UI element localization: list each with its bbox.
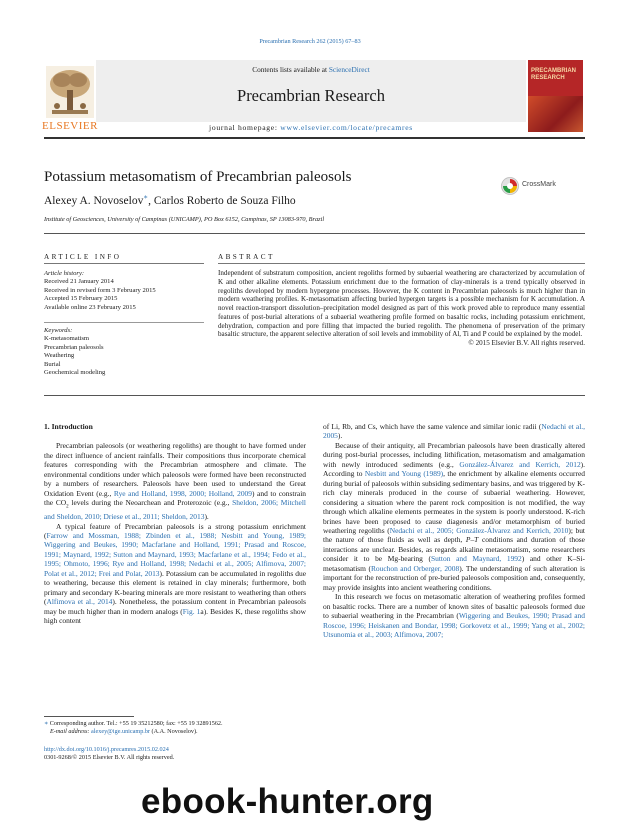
header-rule bbox=[44, 137, 585, 139]
history-item: Available online 23 February 2015 bbox=[44, 303, 136, 311]
article-history bbox=[44, 270, 204, 312]
text-run: A typical feature of Precambrian paleosols is a strong potassium enrichment ( bbox=[44, 521, 306, 541]
text-run: ). The understanding of such alteration is important for the reconstruction of pre-buried paleosols composition and, consequently, may provide insights into ancient weathering conditions. bbox=[323, 563, 585, 592]
author-name[interactable]: , Carlos Roberto de Souza Filho bbox=[148, 194, 296, 207]
crossmark-label[interactable]: CrossMark bbox=[522, 181, 556, 188]
text-run: Because of their antiquity, all Precambrian paleosols have been drastically altered during post-burial processes, including lithification, metasomatism and amalgamation with newly introduced sediments (e.g., bbox=[323, 440, 585, 469]
citation-link[interactable]: Sutton and Maynard, 1992 bbox=[431, 554, 522, 564]
text-run: Precambrian paleosols (or weathering regoliths) are thought to have formed under the direct influence of ancient rainfalls. Their compositions thus incorporate chemical features corresponding with the Precambrian atmosphere and climate. The environmental conditions under which paleosols were formed have been reconstructed by a numbers of researchers. Paleosols have been used to understand the Great Oxidation Event (e.g., bbox=[44, 441, 306, 498]
journal-reference-link[interactable]: Precambrian Research 262 (2015) 67–83 bbox=[259, 38, 361, 45]
elsevier-wordmark: ELSEVIER bbox=[42, 120, 98, 132]
text-run: ). According to bbox=[323, 459, 586, 479]
body-column-left bbox=[44, 422, 306, 626]
issn-line: 0301-9268/© 2015 Elsevier B.V. All rights reserved. bbox=[44, 753, 175, 761]
corresponding-author-mark[interactable]: ∗ bbox=[143, 193, 149, 201]
email-label: E-mail address: bbox=[50, 727, 92, 735]
watermark: ebook-hunter.org bbox=[141, 782, 434, 821]
text-run: conditions and duration of those interactions are unclear. Besides, as regards alkaline metasomatism, some researchers consider it to be Mg-bearing ( bbox=[323, 535, 585, 564]
article-info-heading: ARTICLE INFO bbox=[44, 253, 122, 261]
text-run: , the enrichment by alkaline elements occurred during burial of paleosols within subsiding sedimentary basins, and was triggered by K-rich clay minerals produced in the course of subaerial weathering. However, considering a situation where the parent rock composition is not modified, the way through which alkaline elements permeates in the system is poorly understood. K-rich brines have been proposed to cause diagenesis and/or metamorphism of buried weathering regoliths ( bbox=[323, 469, 586, 535]
footnote-mark[interactable]: ∗ bbox=[44, 720, 49, 727]
email-suffix: (A.A. Novoselov). bbox=[150, 727, 198, 735]
abstract-rule bbox=[218, 263, 585, 264]
footnote-text: Corresponding author. Tel.: +55 19 35212580; fax: +55 19 32891562. bbox=[48, 720, 223, 727]
citation-link[interactable]: Nedachi et al., 2005; González-Álvarez and Kerrich, 2010 bbox=[389, 525, 569, 535]
paragraph bbox=[44, 522, 306, 626]
article-title: Potassium metasomatism of Precambrian paleosols bbox=[44, 169, 352, 185]
paragraph bbox=[323, 422, 585, 441]
journal-title: Precambrian Research bbox=[237, 86, 385, 105]
citation-link[interactable]: Wiggering and Beukes, 1990; Prasad and Roscoe, 1996; Heiskanen and Bondar, 1998; Gorkovetz et al., 1999; Yang et al., 2002; Utsunomia et al., 2003; Alfimova, 2007; bbox=[323, 611, 585, 639]
citation-link[interactable]: Sheldon, 2006; Mitchell and Sheldon, 2010; Driese et al., 2011; Sheldon, 2013 bbox=[44, 498, 306, 522]
text-run: ) and to constrain the CO bbox=[44, 488, 306, 508]
keywords-list bbox=[44, 327, 204, 377]
history-item: Received in revised form 3 February 2015 bbox=[44, 286, 156, 294]
citation-link[interactable]: Alfimova et al., 2014 bbox=[46, 597, 113, 607]
cover-title: PRECAMBRIAN RESEARCH bbox=[531, 68, 576, 81]
affiliation: Institute of Geosciences, University of Campinas (UNICAMP), PO Box 6152, Campinas, SP 13083-970, Brazil bbox=[44, 216, 325, 223]
journal-homepage-link[interactable]: www.elsevier.com/locate/precamres bbox=[280, 123, 413, 132]
author-list bbox=[44, 193, 296, 207]
sciencedirect-link[interactable]: ScienceDirect bbox=[328, 65, 370, 74]
doi-block bbox=[44, 746, 174, 762]
keyword: Weathering bbox=[44, 352, 75, 360]
doi-link[interactable]: http://dx.doi.org/10.1016/j.precamres.2015.02.024 bbox=[44, 746, 169, 753]
footnote-rule bbox=[44, 716, 134, 717]
keyword: Burial bbox=[44, 360, 61, 368]
contents-line bbox=[96, 65, 526, 74]
text-run: ). bbox=[204, 512, 209, 522]
body-column-right bbox=[323, 422, 585, 639]
section-heading-introduction: 1. Introduction bbox=[44, 422, 93, 431]
keyword: Geochemical modeling bbox=[44, 369, 106, 377]
text-run: ); but the nature of those fluids as well as depth, bbox=[323, 525, 585, 545]
text-run: ) and other K–Si-metasomatism ( bbox=[323, 554, 585, 573]
elsevier-tree-icon bbox=[44, 64, 96, 120]
article-info-rule bbox=[44, 263, 204, 264]
text-run: ). bbox=[337, 431, 343, 441]
citation-link[interactable]: Rouchon and Orberger, 2008 bbox=[370, 563, 460, 573]
journal-cover-thumbnail bbox=[528, 60, 583, 132]
section-rule bbox=[44, 233, 585, 234]
italic-term: P–T bbox=[465, 535, 479, 545]
email-line bbox=[44, 728, 306, 736]
corresponding-author-note bbox=[44, 720, 306, 728]
history-item: Received 21 January 2014 bbox=[44, 278, 114, 286]
cover-artwork bbox=[528, 96, 583, 132]
text-run: ). Nonetheless, the potassium content in Precambrian paleosols may be much higher than in modern analogs ( bbox=[44, 597, 306, 616]
figure-link[interactable]: Fig. 1 bbox=[182, 606, 201, 616]
abstract-copyright: © 2015 Elsevier B.V. All rights reserved. bbox=[468, 339, 585, 347]
keyword: K-metasomatism bbox=[44, 335, 90, 343]
text-run: ). Potassium can be accumulated in regoliths due to weathering, because this element is retained in clay minerals; furthermore, both primary and secondary K-bearing minerals are more resistant to weathering than others ( bbox=[44, 568, 306, 607]
text-run: levels during the Neoarchean and Proterozoic (e.g., bbox=[68, 498, 233, 508]
keyword: Precambrian paleosols bbox=[44, 343, 104, 351]
paragraph bbox=[323, 441, 585, 592]
citation-link[interactable]: Rye and Holland, 1998, 2000; Holland, 2009 bbox=[113, 488, 252, 498]
journal-homepage-line bbox=[96, 123, 526, 132]
footnote bbox=[44, 720, 306, 736]
paragraph bbox=[323, 592, 585, 639]
email-link[interactable]: alexey@ige.unicamp.br bbox=[91, 727, 150, 735]
text-run: of Li, Rb, and Cs, which have the same valence and similar ionic radii ( bbox=[323, 422, 542, 431]
abstract-heading: ABSTRACT bbox=[218, 253, 275, 261]
abstract-text: Independent of substratum composition, ancient regoliths formed by subaerial weathering are characterized by accumulation of K and other alkaline elements. Potassium enrichment due to the formation of clay-minerals is a trend typically observed in regoliths developed by modern hypergene processes. However, the K content in Precambrian paleosols is much higher than in modern weathering profiles. K-metasomatism affecting buried hypergen targets is a possible mechanism for K accumulation. A novel reaction-transport dissolution–precipitation model designed as part of this work proved able to reproduce many essential features of post-burial alterations of a subaerial weathering profile formed on basaltic rocks, including potassium enrichment, dehydration, compaction and pore filling that impacted the buried regolith. The phenomena of preservation of the primary basaltic structure, the apparent selective alteration of soil levels and immobility of Al, Ti and P could be explained by the model. bbox=[218, 269, 585, 339]
paragraph bbox=[44, 441, 306, 521]
text-run: a). Besides K, these regoliths show high content bbox=[44, 606, 306, 626]
abstract-body bbox=[218, 269, 585, 348]
citation-link[interactable]: Nesbitt and Young (1989) bbox=[364, 469, 444, 479]
contents-prefix: Contents lists available at bbox=[252, 65, 329, 74]
homepage-prefix: journal homepage: bbox=[209, 123, 281, 132]
history-label: Article history: bbox=[44, 270, 85, 277]
section-rule bbox=[44, 395, 585, 396]
citation-link[interactable]: González-Álvarez and Kerrich, 2012 bbox=[459, 459, 581, 469]
citation-link[interactable]: Nedachi et al., 2005 bbox=[323, 422, 586, 441]
keywords-rule bbox=[44, 322, 204, 323]
history-item: Accepted 15 February 2015 bbox=[44, 295, 118, 303]
author-name[interactable]: Alexey A. Novoselov bbox=[44, 194, 144, 207]
subscript: 2 bbox=[66, 504, 69, 510]
text-run: In this research we focus on metasomatic alteration of weathering profiles formed on basaltic rocks. There are a number of known sites of basaltic paleosols formed due to subaerial weathering in the Precambrian ( bbox=[323, 592, 585, 621]
citation-link[interactable]: Farrow and Mossman, 1988; Zbinden et al., 1988; Nesbitt and Young, 1989; Wiggering and Beukes, 1990; Macfarlane and Holland, 1991; Prasad and Roscoe, 1991; Maynard, 1992; Sutton and Maynard, 1993; Macfarlane et al., 1994; Fedo et al., 1995; Ohmoto, 1996; Rye and Holland, 1998; Nedachi et al., 2005; Alfimova, 2007; Polat et al., 2012; Frei and Polat, 2013 bbox=[44, 531, 306, 578]
keywords-label: Keywords: bbox=[44, 327, 73, 334]
